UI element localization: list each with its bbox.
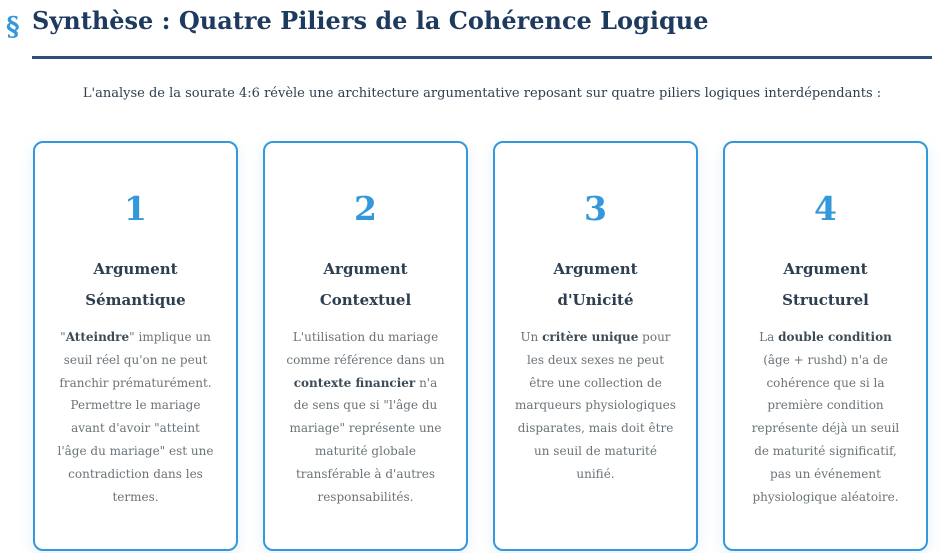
- section-header: [6, 4, 936, 40]
- card-keyword: contexte financier: [293, 375, 416, 390]
- card-text: (âge + rushd) n'a de cohérence que si la première condition représente déjà un seuil de maturité significatif, pas un événement physiologique aléatoire.: [751, 352, 900, 504]
- card-text: " implique un seuil réel qu'on ne peut franchir prématurément. Permettre le mariage avant d'avoir "atteint l'âge du mariage" est une contradiction dans les termes.: [57, 330, 214, 504]
- card-title-line2: Contextuel: [319, 291, 412, 309]
- card-text: La: [759, 330, 779, 344]
- card-description: [285, 326, 446, 508]
- card-number: 3: [584, 189, 607, 228]
- card-keyword: double condition: [778, 330, 892, 344]
- card-title-line2: d'Unicité: [557, 291, 634, 309]
- card-title-line1: Argument: [323, 260, 408, 278]
- card-keyword: critère unique: [542, 330, 639, 344]
- card-title: [275, 254, 456, 316]
- card-title-line1: Argument: [553, 260, 638, 278]
- card-number: 4: [814, 189, 837, 228]
- page-title: Synthèse : Quatre Piliers de la Cohérence Logique: [32, 6, 709, 35]
- pillar-card-structurel: [723, 141, 928, 551]
- card-title-line2: Sémantique: [85, 291, 186, 309]
- card-title-line1: Argument: [783, 260, 868, 278]
- card-description: [745, 326, 906, 508]
- pillar-card-unicite: [493, 141, 698, 551]
- section-icon: §: [6, 12, 20, 42]
- title-underline: [32, 56, 932, 59]
- card-title: [45, 254, 226, 316]
- card-text: ": [60, 330, 66, 344]
- card-description: [515, 326, 676, 486]
- intro-text: L'analyse de la sourate 4:6 révèle une architecture argumentative reposant sur quatre piliers logiques interdépendants :: [82, 86, 882, 101]
- card-description: [55, 326, 216, 508]
- card-keyword: Atteindre: [65, 330, 130, 344]
- card-title: [505, 254, 686, 316]
- card-text: L'utilisation du mariage comme référence dans un: [286, 330, 445, 367]
- card-text: Un: [520, 330, 543, 344]
- card-text: pour les deux sexes ne peut être une collection de marqueurs physiologiques disparates, mais doit être un seuil de maturité unifié.: [515, 330, 676, 481]
- card-number: 1: [124, 189, 147, 228]
- card-text: n'a de sens que si "l'âge du mariage" représente une maturité globale transférable à d'autres responsabilités.: [289, 375, 442, 504]
- card-title: [735, 254, 916, 316]
- card-title-line2: Structurel: [782, 291, 869, 309]
- card-title-line1: Argument: [93, 260, 178, 278]
- card-number: 2: [354, 189, 377, 228]
- pillar-card-contextuel: [263, 141, 468, 551]
- pillar-card-semantique: [33, 141, 238, 551]
